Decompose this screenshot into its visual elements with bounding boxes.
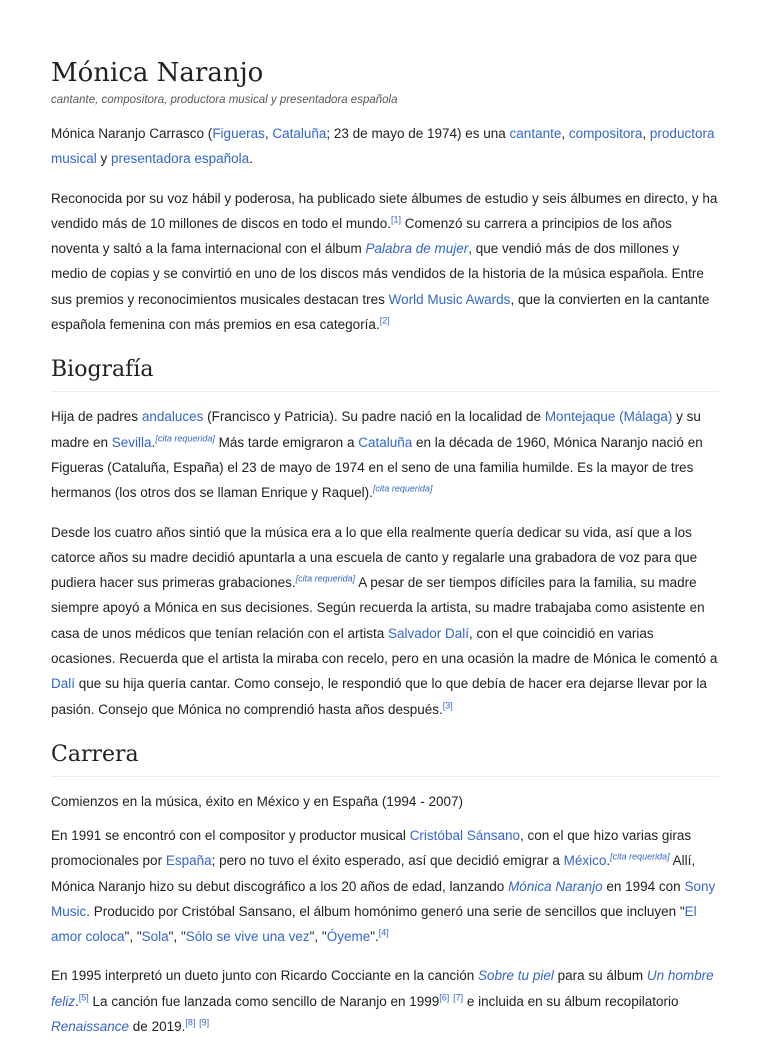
text: A pesar de ser tiempos difíciles para la familia, su madre siempre apoyó a Mónica en sus decisiones. Según recuerda la artista, su madre trabajaba como asistente en casa de unos médicos que tenían relación con el artista <box>51 575 705 641</box>
reference <box>453 992 463 1002</box>
text: . <box>151 434 156 450</box>
link-compositora[interactable]: compositora <box>568 126 643 141</box>
text: ", " <box>168 929 186 945</box>
link-cataluna[interactable]: Cataluña <box>358 434 413 450</box>
reference-link-9[interactable]: [9] <box>199 1017 210 1028</box>
text: Hija de padres <box>51 409 142 425</box>
page-subtitle: cantante, compositora, productora musical y presentadora española <box>51 94 398 106</box>
link-figueras[interactable]: Figueras <box>212 126 265 141</box>
reference <box>379 928 389 938</box>
reference-link-5[interactable]: [5] <box>78 992 89 1003</box>
reference <box>79 992 89 1002</box>
link-andaluces[interactable]: andaluces <box>141 409 204 425</box>
text: Más tarde emigraron a <box>214 434 359 450</box>
reference-link-3[interactable]: [3] <box>442 700 453 711</box>
text: ". <box>370 929 379 945</box>
subsection-heading: Comienzos en la música, éxito en México y en España (1994 - 2007) <box>51 793 463 809</box>
text: , que vendió más de dos millones y medio de copias y se convirtió en uno de los discos más vendidos de la historia de la música española. Entre sus premios y reconocimientos musicales destacan tres <box>51 241 704 307</box>
text: e incluida en su álbum recopilatorio <box>463 993 679 1009</box>
text: Allí, Mónica Naranjo hizo su debut discográfico a los 20 años de edad, lanzando <box>51 853 696 894</box>
link-sevilla[interactable]: Sevilla <box>111 434 152 450</box>
text: . Producido por Cristóbal Sansano, el álbum homónimo generó una serie de sencillos que incluyen " <box>86 903 685 919</box>
link-espana[interactable]: España <box>165 853 212 869</box>
text: , <box>264 126 273 141</box>
reference-link-6[interactable]: [6] <box>439 992 450 1003</box>
link-renaissance[interactable]: Renaissance <box>51 1019 130 1035</box>
link-world-music-awards[interactable]: World Music Awards <box>388 291 511 307</box>
citation-needed-link[interactable]: [cita requerida] <box>372 483 433 494</box>
citation-needed <box>610 852 670 862</box>
link-un-hombre-feliz[interactable]: Un hombre feliz <box>51 968 714 1009</box>
link-productora-musical[interactable]: productora musical <box>51 126 715 167</box>
text: La canción fue lanzada como sencillo de Naranjo en 1999 <box>88 993 440 1009</box>
text: . <box>249 151 253 167</box>
page-title: Mónica Naranjo <box>51 58 264 88</box>
text: Desde los cuatro años sintió que la música era a lo que ella realmente quería dedicar su vida, así que a los catorce años su madre decidió apuntarla a una escuela de canto y regalarle una grabadora de voz para que pudiera hacer sus primeras grabaciones. <box>51 524 698 591</box>
citation-needed <box>296 574 356 584</box>
link-cristobal-sansano[interactable]: Cristóbal Sánsano <box>409 827 521 843</box>
link-oyeme[interactable]: Óyeme <box>326 929 371 945</box>
link-dali[interactable]: Dalí <box>51 676 76 692</box>
text: ; 23 de mayo de 1974) es una <box>326 126 510 141</box>
reference <box>380 316 390 326</box>
text: . <box>75 993 79 1009</box>
text: En 1995 interpretó un dueto junto con Ricardo Cocciante en la canción <box>51 968 479 984</box>
section-heading-carrera: Carrera <box>51 740 719 777</box>
link-solo-se-vive-una-vez[interactable]: Sólo se vive una vez <box>185 929 310 945</box>
article-body <box>51 121 719 1053</box>
link-sola[interactable]: Sola <box>141 929 169 945</box>
section-heading-biografia: Biografía <box>51 355 719 392</box>
reference <box>443 700 453 710</box>
citation-needed-link[interactable]: [cita requerida] <box>155 433 215 444</box>
text: para su álbum <box>553 968 647 984</box>
citation-needed <box>373 484 433 494</box>
citation-needed-link[interactable]: [cita requerida] <box>295 573 356 584</box>
text: Mónica Naranjo Carrasco ( <box>51 126 213 141</box>
citation-needed <box>155 433 215 443</box>
link-montejaque[interactable]: Montejaque (Málaga) <box>544 409 673 425</box>
citation-needed-link[interactable]: [cita requerida] <box>610 851 670 862</box>
text: de 2019. <box>129 1019 186 1035</box>
text: en la década de 1960, Mónica Naranjo nació en Figueras (Cataluña, España) el 23 de mayo de 1974 en el seno de una familia humilde. Es la mayor de tres hermanos (los otros dos se llaman Enrique y Raquel). <box>51 434 703 501</box>
biografia-paragraph-1 <box>51 404 719 505</box>
text: ; pero no tuvo el éxito esperado, así que decidió emigrar a <box>211 853 564 869</box>
text: (Francisco y Patricia). Su padre nació en la localidad de <box>203 409 545 425</box>
reference <box>391 214 401 224</box>
text: y su madre en <box>51 409 701 450</box>
reference <box>439 992 449 1002</box>
link-sony-music[interactable]: Sony Music <box>51 878 716 919</box>
link-album-monica-naranjo[interactable]: Mónica Naranjo <box>508 878 603 894</box>
link-cataluna[interactable]: Cataluña <box>272 126 327 141</box>
reference-link-4[interactable]: [4] <box>378 927 389 938</box>
link-presentadora-espanola[interactable]: presentadora española <box>111 151 250 167</box>
intro-paragraph-2 <box>51 186 719 338</box>
intro-paragraph-1 <box>51 121 719 172</box>
text: Comenzó su carrera a principios de los años noventa y saltó a la fama internacional con el álbum <box>51 215 672 257</box>
reference-link-2[interactable]: [2] <box>379 315 390 326</box>
reference <box>199 1018 209 1028</box>
link-sobre-tu-piel[interactable]: Sobre tu piel <box>478 968 554 984</box>
carrera-paragraph-1 <box>51 823 719 949</box>
text: y <box>96 151 112 167</box>
text: , con el que coincidió en varias ocasiones. Recuerda que el artista la miraba con recelo, pero en una ocasión la madre de Mónica le comentó a <box>51 625 718 667</box>
text: ", " <box>309 929 327 945</box>
reference-link-7[interactable]: [7] <box>453 992 464 1003</box>
reference <box>185 1018 195 1028</box>
carrera-paragraph-2 <box>51 963 719 1039</box>
link-palabra-de-mujer[interactable]: Palabra de mujer <box>365 241 469 257</box>
text: , <box>561 126 569 141</box>
text: en 1994 con <box>602 878 685 894</box>
text: que su hija quería cantar. Como consejo, le respondió que lo que debía de hacer era dejarse llevar por la pasión. Consejo que Mónica no comprendió hasta años después. <box>51 676 707 717</box>
reference-link-1[interactable]: [1] <box>390 214 401 225</box>
text: Reconocida por su voz hábil y poderosa, ha publicado siete álbumes de estudio y seis álbumes en directo, y ha vendido más de 10 millones de discos en todo el mundo. <box>51 190 718 231</box>
text: , con el que hizo varias giras promocionales por <box>51 827 692 869</box>
text: , <box>642 126 650 141</box>
text: , que la convierten en la cantante española femenina con más premios en esa categoría. <box>51 291 710 333</box>
text: ", " <box>124 929 142 945</box>
link-cantante[interactable]: cantante <box>509 126 562 141</box>
text: . <box>606 853 611 869</box>
link-mexico[interactable]: México <box>563 853 607 869</box>
reference-link-8[interactable]: [8] <box>185 1017 196 1028</box>
link-el-amor-coloca[interactable]: El amor coloca <box>51 903 697 945</box>
text: En 1991 se encontró con el compositor y productor musical <box>51 827 410 843</box>
link-salvador-dali[interactable]: Salvador Dalí <box>387 625 469 641</box>
biografia-paragraph-2 <box>51 520 719 722</box>
